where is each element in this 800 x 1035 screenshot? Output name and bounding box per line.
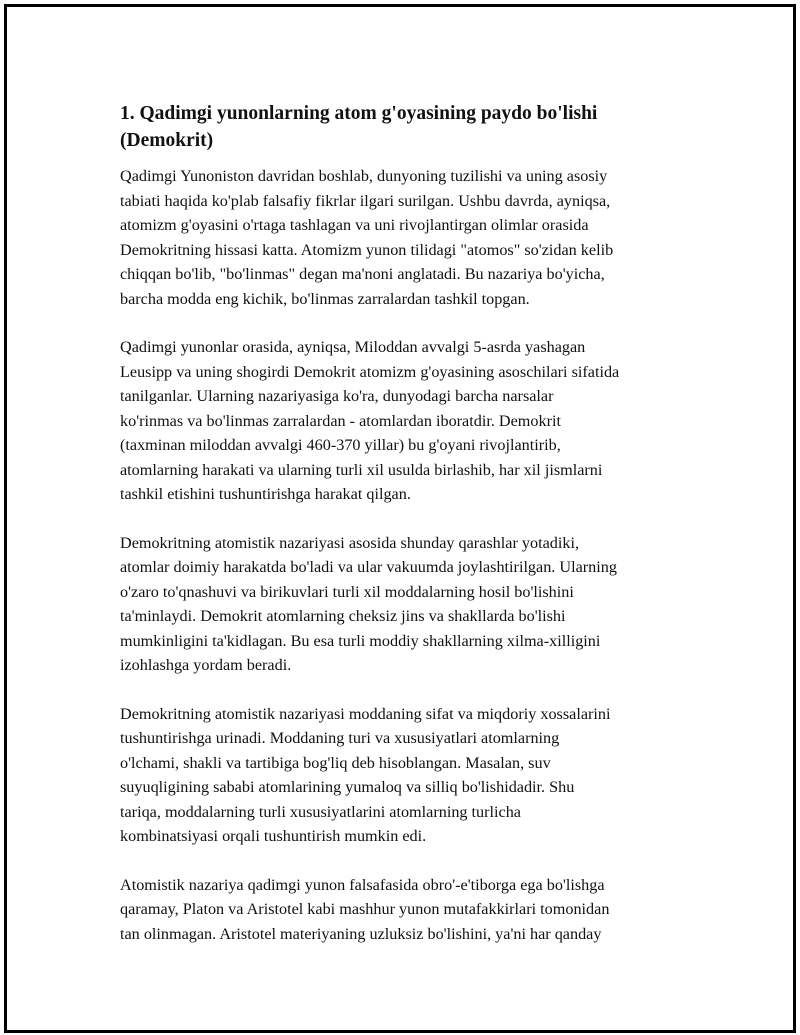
text-line: o'zaro to'qnashuvi va birikuvlari turli xil moddalarning hosil bo'lishini — [120, 582, 574, 601]
text-line: atomizm g'oyasini o'rtaga tashlagan va uni rivojlantirgan olimlar orasida — [120, 216, 589, 234]
text-line: barcha modda eng kichik, bo'linmas zarralardan tashkil topgan. — [120, 289, 530, 308]
text-line: tushuntirishga urinadi. Moddaning turi va xususiyatlari atomlarning — [120, 729, 560, 747]
paragraph-5 — [120, 873, 700, 947]
text-line: izohlashga yordam beradi. — [120, 656, 292, 674]
paragraph-3 — [120, 531, 700, 678]
text-line: kombinatsiyasi orqali tushuntirish mumkin edi. — [120, 827, 427, 845]
text-line: Qadimgi yunonlar orasida, ayniqsa, Miloddan avvalgi 5-asrda yashagan — [120, 338, 586, 356]
text-line: Qadimgi Yunoniston davridan boshlab, dunyoning tuzilishi va uning asosiy — [120, 167, 608, 185]
document-content — [120, 100, 700, 970]
text-line: ko'rinmas va bo'linmas zarralardan - atomlardan iboratdir. Demokrit — [120, 411, 561, 430]
document-page — [4, 4, 796, 1033]
text-line: (taxminan miloddan avvalgi 460-370 yillar) bu g'oyani rivojlantirib, — [120, 436, 561, 454]
paragraph-4 — [120, 702, 700, 849]
text-line: tanilganlar. Ularning nazariyasiga ko'ra, dunyodagi barcha narsalar — [120, 387, 554, 405]
text-line: mumkinligini ta'kidlagan. Bu esa turli moddiy shakllarning xilma-xilligini — [120, 631, 601, 650]
text-line: chiqqan bo'lib, "bo'linmas" degan ma'noni anglatadi. Bu nazariya bo'yicha, — [120, 265, 605, 283]
text-line: Demokritning atomistik nazariyasi asosida shunday qarashlar yotadiki, — [120, 533, 579, 552]
text-line: suyuqligining sababi atomlarining yumaloq va silliq bo'lishidadir. Shu — [120, 778, 575, 796]
heading-line: 1. Qadimgi yunonlarning atom g'oyasining paydo bo'lishi — [120, 103, 598, 124]
text-line: tan olinmagan. Aristotel materiyaning uzluksiz bo'lishini, ya'ni har qanday — [120, 924, 602, 943]
text-line: Atomistik nazariya qadimgi yunon falsafasida obro'-e'tiborga ega bo'lishga — [120, 875, 605, 894]
text-line: atomlarning harakati va ularning turli xil usulda birlashib, har xil jismlarni — [120, 460, 603, 479]
text-line: tashkil etishini tushuntirishga harakat qilgan. — [120, 485, 411, 503]
text-line: ta'minlaydi. Demokrit atomlarning cheksiz jins va shakllarda bo'lishi — [120, 607, 566, 625]
text-line: tariqa, moddalarning turli xususiyatlarini atomlarning turlicha — [120, 802, 521, 821]
text-line: tabiati haqida ko'plab falsafiy fikrlar ilgari surilgan. Ushbu davrda, ayniqsa, — [120, 191, 611, 210]
text-line: Leusipp va uning shogirdi Demokrit atomizm g'oyasining asoschilari sifatida — [120, 362, 620, 381]
text-line: Demokritning atomistik nazariyasi moddaning sifat va miqdoriy xossalarini — [120, 704, 611, 723]
text-line: atomlar doimiy harakatda bo'ladi va ular vakuumda joylashtirilgan. Ularning — [120, 558, 617, 576]
text-line: qaramay, Platon va Aristotel kabi mashhur yunon mutafakkirlari tomonidan — [120, 900, 610, 918]
paragraph-1 — [120, 164, 700, 311]
heading-line: (Demokrit) — [120, 130, 214, 151]
section-heading — [120, 100, 700, 154]
text-line: o'lchami, shakli va tartibiga bog'liq deb hisoblangan. Masalan, suv — [120, 753, 551, 772]
text-line: Demokritning hissasi katta. Atomizm yunon tilidagi "atomos" so'zidan kelib — [120, 240, 614, 259]
paragraph-2 — [120, 335, 700, 507]
